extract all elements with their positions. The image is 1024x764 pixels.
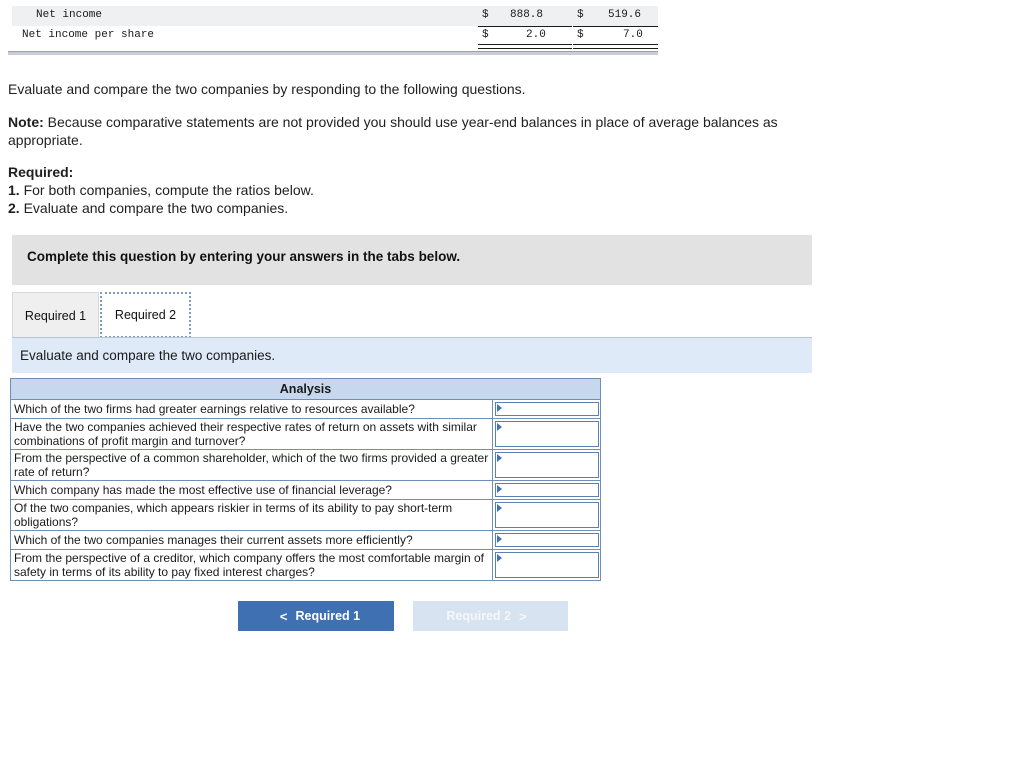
next-required-button[interactable] (413, 601, 568, 631)
question-cell: Have the two companies achieved their respective rates of return on assets with similar combinations of profit margin and turnover? (11, 419, 493, 450)
question-cell: Which of the two firms had greater earnings relative to resources available? (11, 400, 493, 419)
answer-cell[interactable] (492, 531, 600, 550)
answer-cell[interactable] (492, 450, 600, 481)
double-underline (573, 44, 658, 49)
next-button-label: Required 2 (446, 609, 511, 623)
tab-instruction-panel (12, 338, 812, 373)
required-item-number: 2. (8, 200, 20, 216)
answer-dropdown[interactable] (495, 483, 599, 497)
previous-required-button[interactable] (238, 601, 394, 631)
question-cell: Of the two companies, which appears riskier in terms of its ability to pay short-term obligations? (11, 500, 493, 531)
currency-symbol: $ (482, 29, 489, 41)
table-row (11, 450, 601, 481)
company-2-value: 519.6 (608, 9, 642, 21)
answer-dropdown[interactable] (495, 452, 599, 478)
table-row (11, 400, 601, 419)
answer-cell[interactable] (492, 500, 600, 531)
table-bottom-rule (8, 51, 658, 55)
dropdown-indicator-icon (497, 554, 502, 562)
total-underline (573, 26, 658, 27)
net-income-per-share-row (12, 26, 658, 46)
required-heading: Required: (8, 164, 74, 180)
note-body: Because comparative statements are not provided you should use year-end balances in place of average balances as (43, 114, 778, 130)
currency-symbol: $ (577, 29, 584, 41)
table-row (11, 531, 601, 550)
tab-required-1[interactable]: Required 1 (12, 292, 99, 338)
question-prompt: Complete this question by entering your answers in the tabs below. (27, 249, 461, 264)
answer-cell[interactable] (492, 481, 600, 500)
table-row (11, 419, 601, 450)
table-row (11, 550, 601, 581)
required-section (8, 163, 314, 217)
total-underline (478, 26, 572, 27)
note-body-continued: appropriate. (8, 132, 83, 148)
question-cell: Which company has made the most effective use of financial leverage? (11, 481, 493, 500)
company-1-value: 2.0 (526, 29, 546, 41)
table-row (11, 500, 601, 531)
tab-required-2[interactable]: Required 2 (100, 292, 191, 338)
dropdown-indicator-icon (497, 423, 502, 431)
analysis-header: Analysis (11, 379, 601, 400)
note-label: Note: (8, 114, 44, 130)
dropdown-indicator-icon (497, 504, 502, 512)
net-income-row (12, 6, 658, 26)
analysis-table (10, 378, 601, 581)
answer-cell[interactable] (492, 550, 600, 581)
dropdown-indicator-icon (497, 485, 502, 493)
dropdown-indicator-icon (497, 535, 502, 543)
currency-symbol: $ (577, 9, 584, 21)
question-cell: Which of the two companies manages their current assets more efficiently? (11, 531, 493, 550)
answer-cell[interactable] (492, 419, 600, 450)
note-text (8, 113, 838, 149)
chevron-left-icon: < (279, 608, 288, 624)
answer-dropdown[interactable] (495, 421, 599, 447)
previous-button-label: Required 1 (295, 609, 361, 623)
answer-dropdown[interactable] (495, 533, 599, 547)
question-prompt-box (12, 235, 812, 285)
answer-dropdown[interactable] (495, 552, 599, 578)
required-item-text: Evaluate and compare the two companies. (19, 200, 289, 216)
company-1-value: 888.8 (510, 9, 544, 21)
required-item-text: For both companies, compute the ratios below. (19, 182, 314, 198)
table-row (11, 481, 601, 500)
financial-summary-table (12, 6, 658, 46)
chevron-right-icon: > (519, 608, 527, 624)
answer-cell[interactable] (492, 400, 600, 419)
question-cell: From the perspective of a common shareholder, which of the two firms provided a greater rate of return? (11, 450, 493, 481)
analysis-header-row (11, 379, 601, 400)
dropdown-indicator-icon (497, 404, 502, 412)
answer-dropdown[interactable] (495, 402, 599, 416)
currency-symbol: $ (482, 9, 489, 21)
row-label: Net income per share (22, 29, 155, 41)
company-2-value: 7.0 (623, 29, 643, 41)
answer-dropdown[interactable] (495, 502, 599, 528)
row-label: Net income (36, 9, 103, 21)
question-cell: From the perspective of a creditor, which company offers the most comfortable margin of safety in terms of its ability to pay fixed interest charges? (11, 550, 493, 581)
dropdown-indicator-icon (497, 454, 502, 462)
tab-instruction: Evaluate and compare the two companies. (20, 348, 276, 363)
double-underline (478, 44, 572, 49)
required-item-number: 1. (8, 182, 20, 198)
intro-text: Evaluate and compare the two companies by responding to the following questions. (8, 81, 526, 97)
